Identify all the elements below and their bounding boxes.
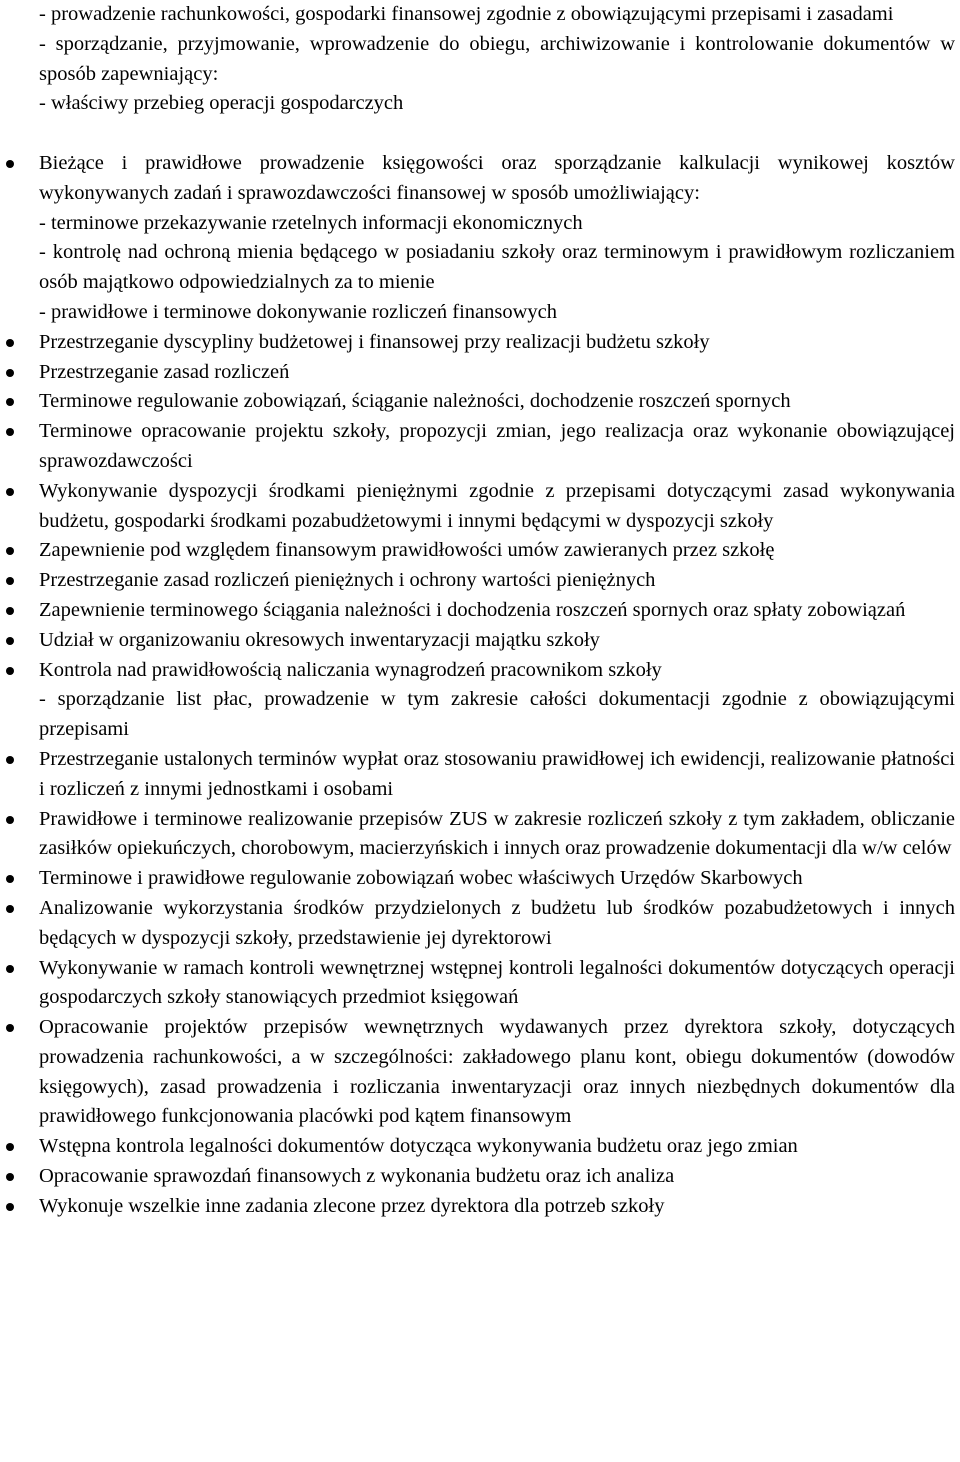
list-item-text: Wykonuje wszelkie inne zadania zlecone przez dyrektora dla potrzeb szkoły (39, 1194, 665, 1217)
bullet-icon (6, 369, 14, 377)
bullet-icon (6, 398, 14, 406)
list-item (39, 358, 955, 388)
bullet-icon (6, 339, 14, 347)
bullet-icon (6, 607, 14, 615)
list-item (39, 1013, 955, 1132)
list-item (39, 477, 955, 537)
list-item-text: Kontrola nad prawidłowością naliczania wynagrodzeń pracownikom szkoły (39, 658, 662, 681)
bullet-icon (6, 637, 14, 645)
bullet-icon (6, 160, 14, 168)
list-item-text: Opracowanie sprawozdań finansowych z wykonania budżetu oraz ich analiza (39, 1165, 675, 1188)
bullet-icon (6, 1024, 14, 1032)
bullet-icon (6, 1173, 14, 1181)
bullet-icon (6, 667, 14, 675)
list-item-text: Terminowe i prawidłowe regulowanie zobowiązań wobec właściwych Urzędów Skarbowych (39, 867, 803, 890)
list-item-text: Przestrzeganie zasad rozliczeń (39, 360, 290, 383)
list-item-text: Udział w organizowaniu okresowych inwentaryzacji majątku szkoły (39, 628, 600, 651)
list-item (39, 1192, 955, 1222)
bullet-icon (6, 905, 14, 913)
list-item-text: Przestrzeganie dyscypliny budżetowej i finansowej przy realizacji budżetu szkoły (39, 330, 710, 353)
list-item (39, 805, 955, 865)
list-item-text: Zapewnienie terminowego ściągania należności i dochodzenia roszczeń spornych oraz spłaty zobowiązań (39, 598, 906, 621)
list-subitem-text: - sporządzanie list płac, prowadzenie w tym zakresie całości dokumentacji zgodnie z obowiązującymi przepisami (39, 688, 955, 741)
list-item (39, 656, 955, 745)
bullet-icon (6, 756, 14, 764)
bullet-icon (6, 875, 14, 883)
list-item-text: Analizowanie wykorzystania środków przydzielonych z budżetu lub środków pozabudżetowych i innych będących w dyspozycji szkoły, przedstawienie jej dyrektorowi (39, 896, 955, 949)
list-item (39, 417, 955, 477)
bullet-icon (6, 965, 14, 973)
list-item-text: Wstępna kontrola legalności dokumentów dotycząca wykonywania budżetu oraz jego zmian (39, 1135, 798, 1158)
list-item-text: Przestrzeganie zasad rozliczeń pieniężnych i ochrony wartości pieniężnych (39, 569, 656, 592)
bullet-icon (6, 1143, 14, 1151)
list-item (39, 1132, 955, 1162)
intro-line: - właściwy przebieg operacji gospodarczych (39, 92, 404, 115)
intro-line: - prowadzenie rachunkowości, gospodarki finansowej zgodnie z obowiązującymi przepisami i zasadami (39, 3, 894, 25)
list-item-text: Terminowe regulowanie zobowiązań, ściąganie należności, dochodzenie roszczeń spornych (39, 390, 791, 413)
list-item-text: Wykonywanie dyspozycji środkami pieniężnymi zgodnie z przepisami dotyczącymi zasad wykonywania budżetu, gospodarki środkami pozabudżetowymi i innymi będącymi w dyspozycji szkoły (39, 479, 955, 532)
bullet-icon (6, 488, 14, 496)
list-item (39, 954, 955, 1014)
bullet-icon (6, 577, 14, 585)
bullet-icon (6, 1203, 14, 1211)
list-item (39, 536, 955, 566)
list-item-text: Zapewnienie pod względem finansowym prawidłowości umów zawieranych przez szkołę (39, 539, 775, 562)
list-item-text: Przestrzeganie ustalonych terminów wypłat oraz stosowaniu prawidłowej ich ewidencji, realizowanie płatności i rozliczeń z innymi jednostkami i osobami (39, 747, 955, 800)
list-item (39, 626, 955, 656)
list-item (39, 1162, 955, 1192)
intro-line: - sporządzanie, przyjmowanie, wprowadzenie do obiegu, archiwizowanie i kontrolowanie dokumentów w sposób zapewniający: (39, 32, 955, 85)
bullet-icon (6, 547, 14, 555)
list-item (39, 387, 955, 417)
duties-list (39, 149, 955, 1222)
list-item (39, 149, 955, 328)
list-item (39, 745, 955, 805)
list-subitem-text: - prawidłowe i terminowe dokonywanie rozliczeń finansowych (39, 300, 558, 323)
list-item (39, 894, 955, 954)
bullet-icon (6, 816, 14, 824)
list-item-text: Wykonywanie w ramach kontroli wewnętrznej wstępnej kontroli legalności dokumentów dotyczących operacji gospodarczych szkoły stanowiących przedmiot księgowań (39, 956, 955, 1009)
list-subitem-text: - kontrolę nad ochroną mienia będącego w posiadaniu szkoły oraz terminowym i prawidłowym rozliczaniem osób majątkowo odpowiedzialnych za to mienie (39, 241, 955, 294)
list-subitem-text: - terminowe przekazywanie rzetelnych informacji ekonomicznych (39, 211, 583, 234)
list-item (39, 596, 955, 626)
list-item-text: Terminowe opracowanie projektu szkoły, propozycji zmian, jego realizacja oraz wykonanie obowiązującej sprawozdawczości (39, 420, 955, 472)
list-item (39, 566, 955, 596)
list-item-text: Prawidłowe i terminowe realizowanie przepisów ZUS w zakresie rozliczeń szkoły z tym zakładem, obliczanie zasiłków opiekuńczych, chorobowym, macierzyńskich i innych oraz prowadzenie dokumentacji dla w/w celów (39, 807, 955, 860)
intro-block (39, 0, 955, 119)
list-item (39, 864, 955, 894)
list-item-text: Bieżące i prawidłowe prowadzenie księgowości oraz sporządzanie kalkulacji wynikowej kosztów wykonywanych zadań i sprawozdawczości finansowej w sposób umożliwiający: (39, 151, 955, 204)
list-item-text: Opracowanie projektów przepisów wewnętrznych wydawanych przez dyrektora szkoły, dotyczących prowadzenia rachunkowości, a w szczególności: zakładowego planu kont, obiegu dokumentów (dowodów księgowych), zasad prowadzenia i rozliczania inwentaryzacji oraz innych niezbędnych dokumentów dla prawidłowego funkcjonowania placówki pod kątem finansowym (39, 1016, 955, 1128)
list-item (39, 328, 955, 358)
bullet-icon (6, 428, 14, 436)
